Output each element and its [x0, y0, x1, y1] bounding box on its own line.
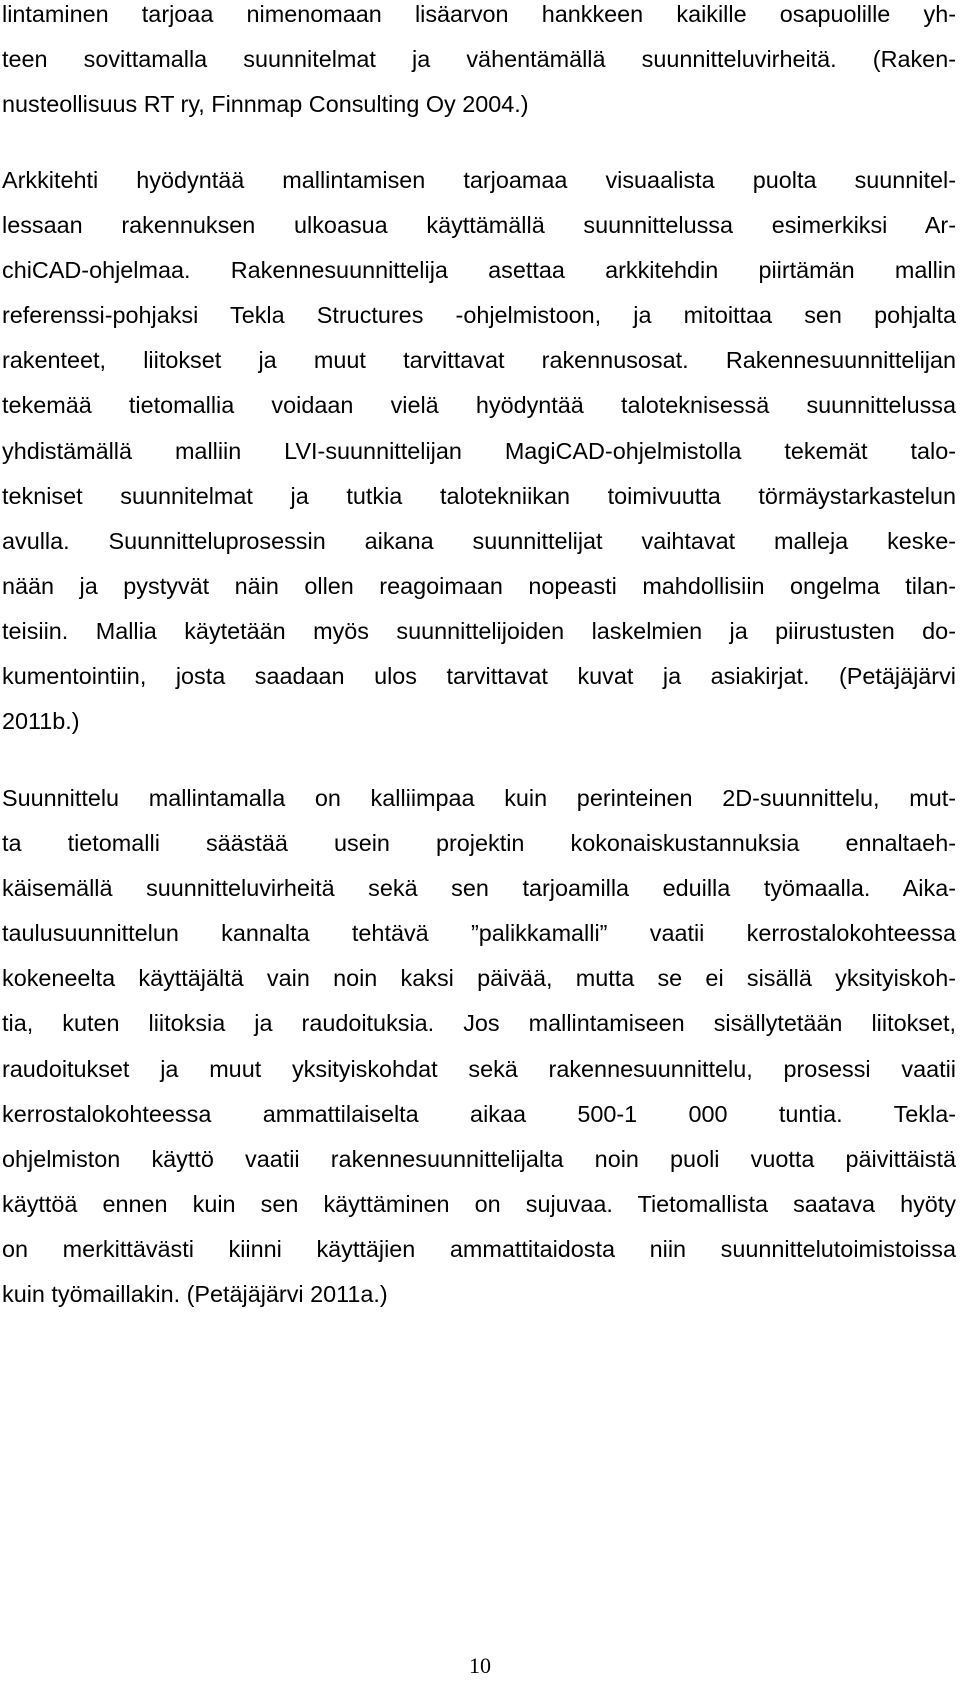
text-line: taulusuunnittelun kannalta tehtävä ”palikkamalli” vaatii kerrostalokohteessa	[2, 920, 956, 947]
text-line: Arkkitehti hyödyntää mallintamisen tarjoamaa visuaalista puolta suunnitel-	[2, 167, 956, 193]
text-line: lintaminen tarjoaa nimenomaan lisäarvon hankkeen kaikille osapuolille yh-	[2, 1, 956, 27]
text-line: rakenteet, liitokset ja muut tarvittavat rakennusosat. Rakennesuunnittelijan	[2, 347, 956, 374]
text-line: referenssi-pohjaksi Tekla Structures -ohjelmistoon, ja mitoittaa sen pohjalta	[2, 302, 956, 329]
text-line: ohjelmiston käyttö vaatii rakennesuunnittelijalta noin puoli vuotta päivittäistä	[2, 1145, 956, 1172]
text-line: tekemää tietomallia voidaan vielä hyödyntää taloteknisessä suunnittelussa	[2, 392, 956, 419]
text-line: 2011b.)	[2, 708, 80, 735]
paragraph	[2, 776, 956, 1317]
text-line: Suunnittelu mallintamalla on kalliimpaa kuin perinteinen 2D-suunnittelu, mut-	[2, 785, 956, 811]
page-number: 10	[469, 1653, 491, 1678]
text-line: lessaan rakennuksen ulkoasua käyttämällä suunnittelussa esimerkiksi Ar-	[2, 212, 956, 239]
text-line: teen sovittamalla suunnitelmat ja vähentämällä suunnitteluvirheitä. (Raken-	[2, 46, 956, 73]
text-line: kokeneelta käyttäjältä vain noin kaksi päivää, mutta se ei sisällä yksityiskoh-	[2, 965, 956, 992]
text-line: tia, kuten liitoksia ja raudoituksia. Jos mallintamiseen sisällytetään liitokset,	[2, 1010, 956, 1037]
text-line: tekniset suunnitelmat ja tutkia talotekniikan toimivuutta törmäystarkastelun	[2, 482, 956, 509]
text-line: ta tietomalli säästää usein projektin kokonaiskustannuksia ennaltaeh-	[2, 830, 956, 857]
text-line: nusteollisuus RT ry, Finnmap Consulting Oy 2004.)	[2, 91, 529, 118]
text-line: kerrostalokohteessa ammattilaiselta aikaa 500-1 000 tuntia. Tekla-	[2, 1100, 956, 1127]
text-line: avulla. Suunnitteluprosessin aikana suunnittelijat vaihtavat malleja keske-	[2, 527, 956, 554]
text-line: kuin työmaillakin. (Petäjäjärvi 2011a.)	[2, 1281, 388, 1308]
text-line: käisemällä suunnitteluvirheitä sekä sen tarjoamilla eduilla työmaalla. Aika-	[2, 875, 956, 902]
text-line: raudoitukset ja muut yksityiskohdat sekä rakennesuunnittelu, prosessi vaatii	[2, 1055, 956, 1082]
text-line: nään ja pystyvät näin ollen reagoimaan nopeasti mahdollisiin ongelma tilan-	[2, 572, 956, 599]
text-line: kumentointiin, josta saadaan ulos tarvittavat kuvat ja asiakirjat. (Petäjäjärvi	[2, 663, 956, 690]
paragraph	[2, 0, 956, 127]
text-line: chiCAD-ohjelmaa. Rakennesuunnittelija asettaa arkkitehdin piirtämän mallin	[2, 257, 956, 284]
text-line: käyttöä ennen kuin sen käyttäminen on sujuvaa. Tietomallista saatava hyöty	[2, 1190, 956, 1217]
paragraph	[2, 158, 956, 744]
text-line: teisiin. Mallia käytetään myös suunnittelijoiden laskelmien ja piirustusten do-	[2, 617, 956, 644]
text-line: on merkittävästi kiinni käyttäjien ammattitaidosta niin suunnittelutoimistoissa	[2, 1235, 956, 1262]
text-line: yhdistämällä malliin LVI-suunnittelijan MagiCAD-ohjelmistolla tekemät talo-	[2, 437, 956, 464]
